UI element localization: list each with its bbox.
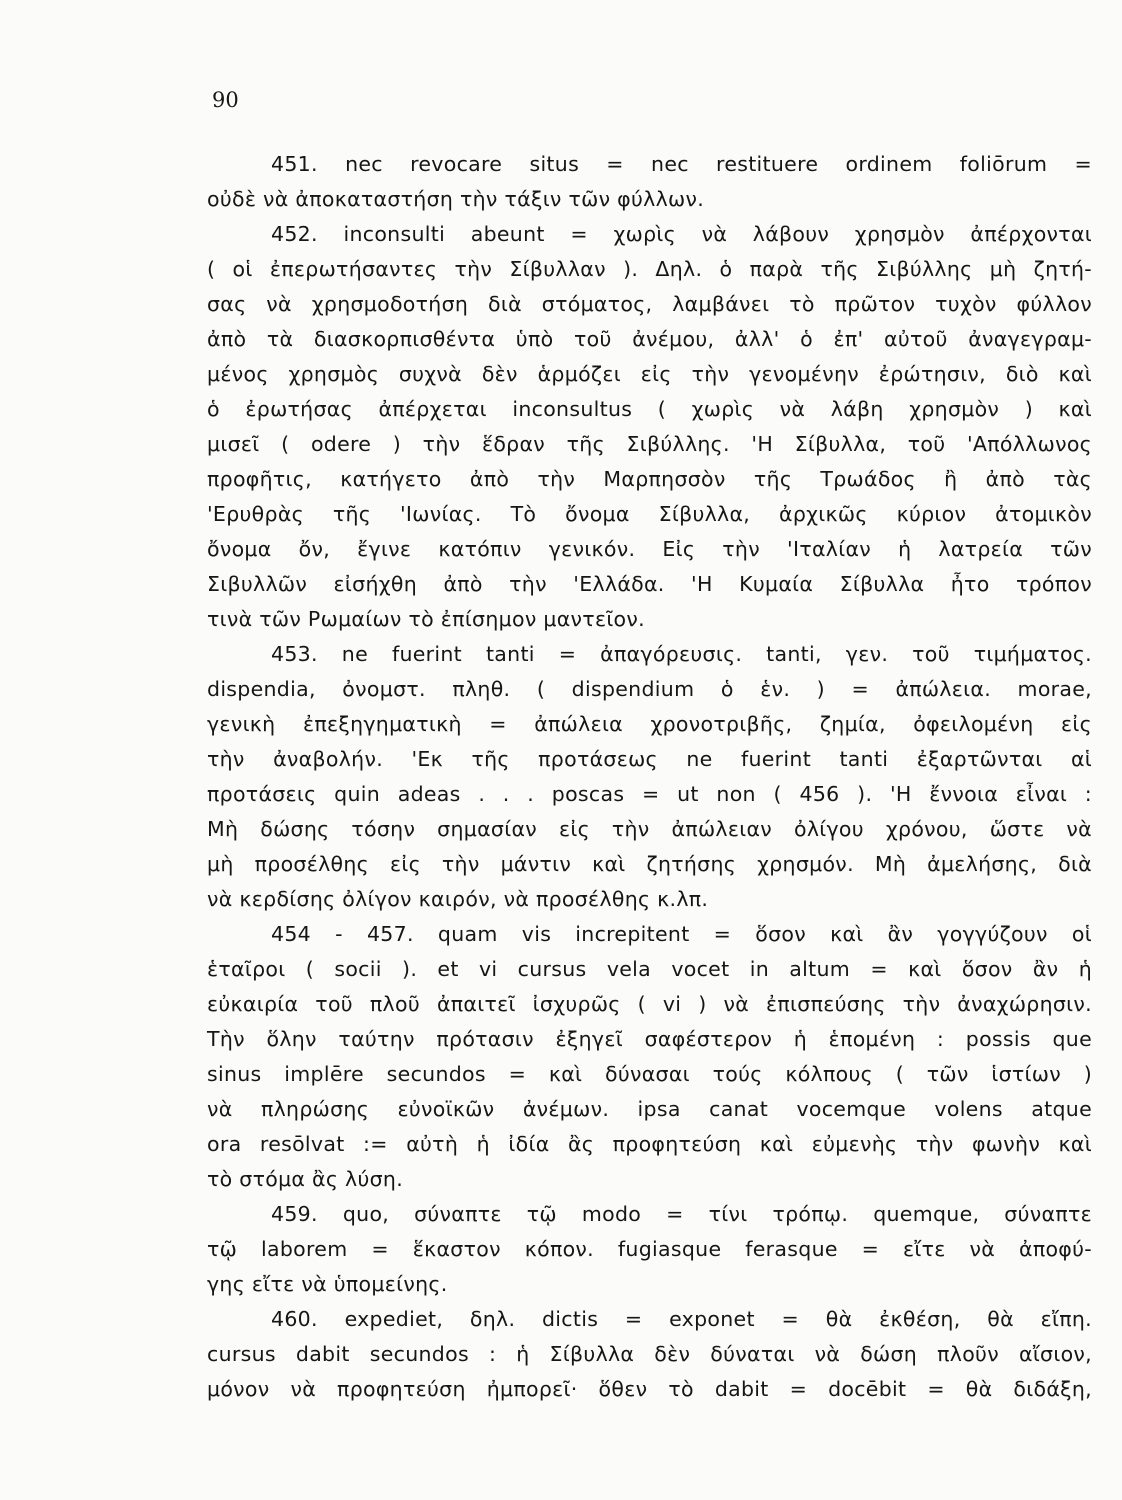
text-line: μὴ προσέλθης εἰς τὴν μάντιν καὶ ζητήσης χρησμόν. Μὴ ἀμελήσης, διὰ bbox=[207, 852, 1092, 876]
page-number: 90 bbox=[212, 88, 239, 112]
text-line: εὐκαιρία τοῦ πλοῦ ἀπαιτεῖ ἰσχυρῶς ( vi ) νὰ ἐπισπεύσης τὴν ἀναχώρησιν. bbox=[207, 992, 1092, 1016]
text-line: 453. ne fuerint tanti = ἀπαγόρευσις. tanti, γεν. τοῦ τιμήματος. bbox=[271, 642, 1092, 666]
commentary-body bbox=[207, 147, 1092, 1407]
text-line: ὁ ἐρωτήσας ἀπέρχεται inconsultus ( χωρὶς νὰ λάβη χρησμὸν ) καὶ bbox=[207, 397, 1092, 421]
note-451 bbox=[207, 147, 1092, 217]
note-452 bbox=[207, 217, 1092, 637]
text-line: μισεῖ ( odere ) τὴν ἕδραν τῆς Σιβύλλης. 'Η Σίβυλλα, τοῦ 'Απόλλωνος bbox=[207, 432, 1092, 456]
text-line: νὰ κερδίσης ὀλίγον καιρόν, νὰ προσέλθης κ.λπ. bbox=[207, 887, 709, 911]
text-line: προφῆτις, κατήγετο ἀπὸ τὴν Μαρπησσὸν τῆς Τρωάδος ἢ ἀπὸ τὰς bbox=[207, 467, 1092, 491]
text-line: cursus dabit secundos : ἡ Σίβυλλα δὲν δύναται νὰ δώση πλοῦν αἴσιον, bbox=[207, 1342, 1092, 1366]
text-line: οὐδὲ νὰ ἀποκαταστήση τὴν τάξιν τῶν φύλλων. bbox=[207, 187, 705, 211]
text-line: ἑταῖροι ( socii ). et vi cursus vela vocet in altum = καὶ ὅσον ἂν ἡ bbox=[207, 957, 1092, 981]
text-line: Σιβυλλῶν εἰσήχθη ἀπὸ τὴν 'Ελλάδα. 'Η Κυμαία Σίβυλλα ἦτο τρόπον bbox=[207, 572, 1092, 596]
text-line: 'Ερυθρὰς τῆς 'Ιωνίας. Τὸ ὄνομα Σίβυλλα, ἀρχικῶς κύριον ἀτομικὸν bbox=[207, 502, 1092, 526]
text-line: dispendia, ὀνομστ. πληθ. ( dispendium ὁ ἑν. ) = ἀπώλεια. morae, bbox=[207, 677, 1092, 701]
text-line: 459. quo, σύναπτε τῷ modo = τίνι τρόπῳ. quemque, σύναπτε bbox=[271, 1202, 1092, 1226]
text-line: ( οἱ ἐπερωτήσαντες τὴν Σίβυλλαν ). Δηλ. ὁ παρὰ τῆς Σιβύλλης μὴ ζητή- bbox=[207, 257, 1092, 281]
text-line: ora resōlvat := αὐτὴ ἡ ἰδία ἂς προφητεύση καὶ εὐμενὴς τὴν φωνὴν καὶ bbox=[207, 1132, 1092, 1156]
text-line: 451. nec revocare situs = nec restituere ordinem foliōrum = bbox=[271, 152, 1092, 176]
text-line: ὄνομα ὄν, ἔγινε κατόπιν γενικόν. Εἰς τὴν 'Ιταλίαν ἡ λατρεία τῶν bbox=[207, 537, 1092, 561]
text-line: 460. expediet, δηλ. dictis = exponet = θὰ ἐκθέση, θὰ εἴπη. bbox=[271, 1307, 1092, 1331]
text-line: 452. inconsulti abeunt = χωρὶς νὰ λάβουν χρησμὸν ἀπέρχονται bbox=[271, 222, 1092, 246]
text-line: sinus implēre secundos = καὶ δύνασαι τούς κόλπους ( τῶν ἱστίων ) bbox=[207, 1062, 1092, 1086]
text-line: μένος χρησμὸς συχνὰ δὲν ἁρμόζει εἰς τὴν γενομένην ἐρώτησιν, διὸ καὶ bbox=[207, 362, 1092, 386]
text-line: γενικὴ ἐπεξηγηματικὴ = ἀπώλεια χρονοτριβῆς, ζημία, ὀφειλομένη εἰς bbox=[207, 712, 1092, 736]
text-line: ἀπὸ τὰ διασκορπισθέντα ὑπὸ τοῦ ἀνέμου, ἀλλ' ὁ ἐπ' αὐτοῦ ἀναγεγραμ- bbox=[207, 327, 1092, 351]
text-line: σας νὰ χρησμοδοτήση διὰ στόματος, λαμβάνει τὸ πρῶτον τυχὸν φύλλον bbox=[207, 292, 1092, 316]
text-line: τῷ laborem = ἕκαστον κόπον. fugiasque ferasque = εἴτε νὰ ἀποφύ- bbox=[207, 1237, 1092, 1261]
text-line: τὴν ἀναβολήν. 'Εκ τῆς προτάσεως ne fuerint tanti ἐξαρτῶνται αἱ bbox=[207, 747, 1092, 771]
text-line: Τὴν ὅλην ταύτην πρότασιν ἐξηγεῖ σαφέστερον ἡ ἑπομένη : possis que bbox=[207, 1027, 1092, 1051]
note-453 bbox=[207, 637, 1092, 917]
note-459 bbox=[207, 1197, 1092, 1302]
text-line: μόνον νὰ προφητεύση ἠμπορεῖ· ὅθεν τὸ dabit = docēbit = θὰ διδάξη, bbox=[207, 1377, 1092, 1401]
text-line: τὸ στόμα ἂς λύση. bbox=[207, 1167, 404, 1191]
text-line: τινὰ τῶν Ρωμαίων τὸ ἐπίσημον μαντεῖον. bbox=[207, 607, 645, 631]
text-line: γης εἴτε νὰ ὑπομείνης. bbox=[207, 1272, 448, 1296]
text-line: 454 - 457. quam vis increpitent = ὅσον καὶ ἂν γογγύζουν οἱ bbox=[271, 922, 1092, 946]
note-454-457 bbox=[207, 917, 1092, 1197]
text-line: Μὴ δώσης τόσην σημασίαν εἰς τὴν ἀπώλειαν ὀλίγου χρόνου, ὥστε νὰ bbox=[207, 817, 1092, 841]
text-line: προτάσεις quin adeas . . . poscas = ut non ( 456 ). 'Η ἔννοια εἶναι : bbox=[207, 782, 1092, 806]
note-460 bbox=[207, 1302, 1092, 1407]
text-line: νὰ πληρώσης εὐνοϊκῶν ἀνέμων. ipsa canat vocemque volens atque bbox=[207, 1097, 1092, 1121]
